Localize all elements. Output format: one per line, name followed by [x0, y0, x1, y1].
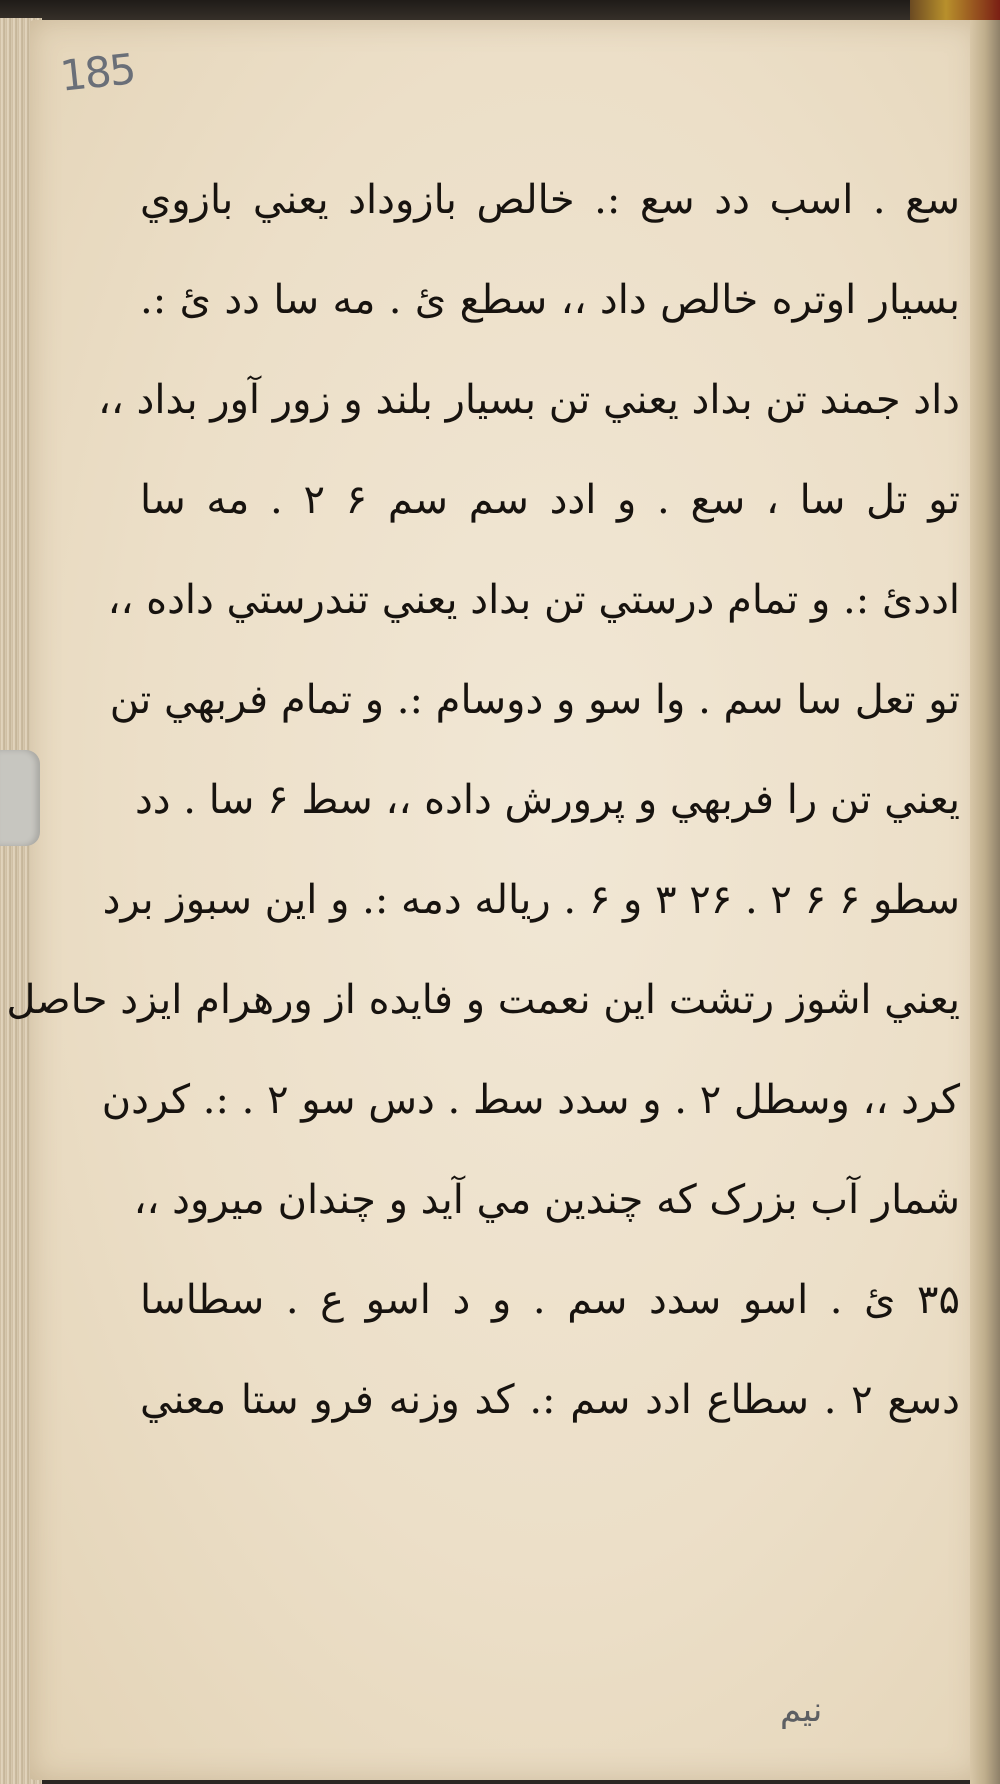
text-line: بسیار اوتره خالص داد ،، سطع ئ . مه سا دد ئ :.: [140, 277, 960, 323]
text-line: اددئ :. و تمام درستي تن بداد یعني تندرستي داده ،،: [107, 577, 960, 623]
text-line: سع . اسب دد سع :. خالص بازوداد یعني بازوي: [140, 177, 960, 223]
folio-number: 185: [57, 44, 137, 101]
text-line: ۳۵ ئ . اسو سدد سم . و د اسو ع . سطاسا: [140, 1277, 960, 1323]
text-line: تو تعل سا سم . وا سو و دوسام :. و تمام فربهي تن: [109, 677, 960, 723]
text-block: [6, 150, 960, 1450]
text-line: سطو ۶ ۶ ۲ . ۲۶ ۳ و ۶ . ریاله دمه :. و این سبوز برد: [102, 877, 960, 923]
text-line: یعني تن را فربهي و پرورش داده ،، سط ۶ سا . دد: [134, 777, 960, 823]
text-line: دسع ۲ . سطاع ادد سم :. کد وزنه فرو ستا معني: [140, 1377, 960, 1423]
text-line: شمار آب بزرک که چندین مي آید و چندان میرود ،،: [133, 1177, 960, 1223]
text-line: یعني اشوز رتشت این نعمت و فایده از ورهرام ایزد حاصل: [6, 977, 960, 1023]
text-line: کرد ،، وسطل ۲ . و سدد سط . دس سو ۲ . :. کردن: [101, 1077, 960, 1123]
text-line: تو تل سا ، سع . و ادد سم سم ۶ ۲ . مه سا: [140, 477, 960, 523]
text-line: داد جمند تن بداد یعني تن بسیار بلند و زور آور بداد ،،: [97, 377, 960, 423]
catchword-mark: نیم: [780, 1690, 823, 1730]
right-gutter: [970, 20, 1000, 1784]
page-tab: [0, 750, 40, 846]
